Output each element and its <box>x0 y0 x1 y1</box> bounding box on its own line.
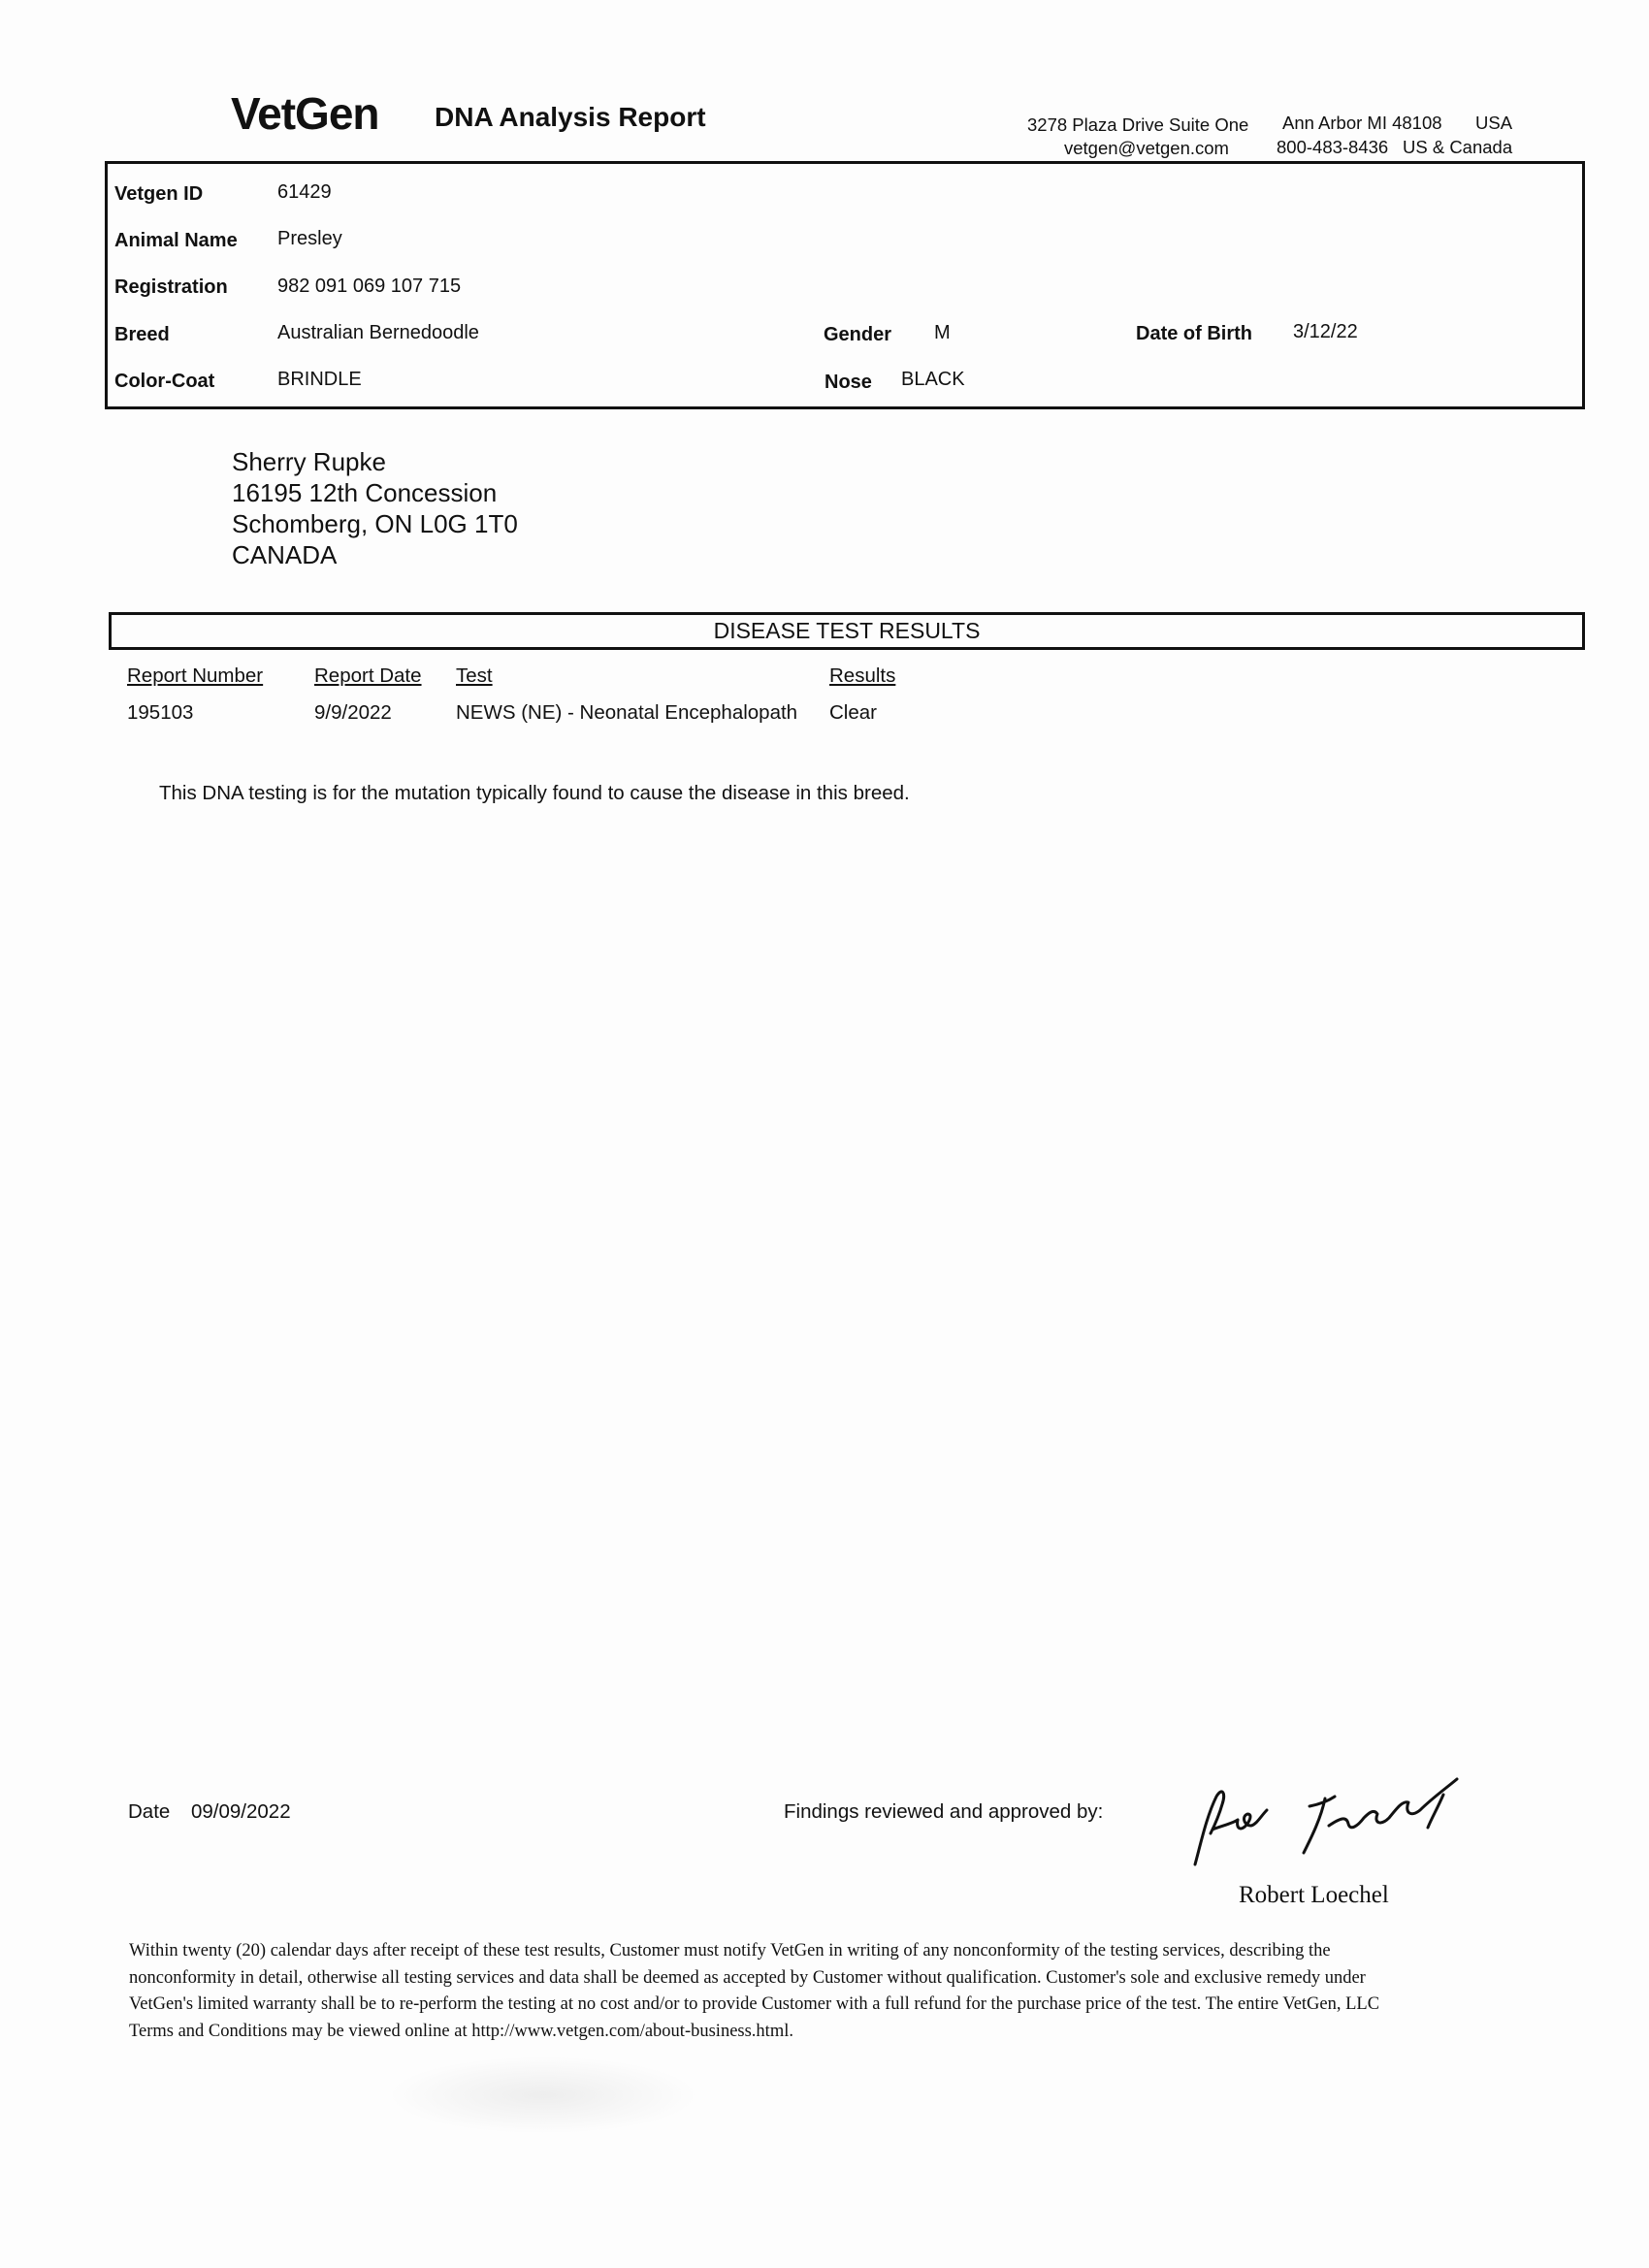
color-coat-label: Color-Coat <box>114 371 215 392</box>
breed-value: Australian Bernedoodle <box>277 322 479 343</box>
owner-address-line2: Schomberg, ON L0G 1T0 <box>232 509 518 538</box>
owner-name: Sherry Rupke <box>232 447 386 476</box>
gender-label: Gender <box>824 324 892 345</box>
dob-value: 3/12/22 <box>1293 321 1358 342</box>
owner-country: CANADA <box>232 540 338 569</box>
report-title: DNA Analysis Report <box>435 102 706 132</box>
dob-label: Date of Birth <box>1136 323 1252 344</box>
signature-image <box>1183 1775 1474 1877</box>
cell-report-date: 9/9/2022 <box>314 701 392 724</box>
gender-value: M <box>934 322 951 343</box>
animal-name-label: Animal Name <box>114 230 238 251</box>
legal-disclaimer: Within twenty (20) calendar days after receipt of these test results, Customer must notify VetGen in writing of any nonconformity of the testing services, describing the nonconformity in detail, otherwise all testing services and data shall be deemed as accepted by Customer without qualification. Customer's sole and exclusive remedy under VetGen's limited warranty shall be to re-perform the testing at no cost and/or to provide Customer with a full refund for the purchase price of the test. The entire VetGen, LLC Terms and Conditions may be viewed online at http://www.vetgen.com/about-business.html. <box>129 1941 1380 2041</box>
lab-phone-region: US & Canada <box>1403 137 1513 157</box>
col-header-report-number: Report Number <box>127 664 264 687</box>
results-section-title: DISEASE TEST RESULTS <box>109 612 1585 650</box>
registration-label: Registration <box>114 276 228 298</box>
testing-note: This DNA testing is for the mutation typically found to cause the disease in this breed. <box>159 782 910 804</box>
lab-email: vetgen@vetgen.com <box>1064 138 1229 158</box>
cell-result: Clear <box>829 701 877 724</box>
lab-street: 3278 Plaza Drive Suite One <box>1027 114 1249 135</box>
lab-country: USA <box>1475 113 1513 133</box>
color-coat-value: BRINDLE <box>277 369 362 390</box>
nose-label: Nose <box>824 372 872 393</box>
cell-report-number: 195103 <box>127 701 194 724</box>
col-header-report-date: Report Date <box>314 664 422 687</box>
approved-by-label: Findings reviewed and approved by: <box>784 1800 1104 1823</box>
vetgen-id-label: Vetgen ID <box>114 183 204 205</box>
signer-name: Robert Loechel <box>1239 1882 1389 1908</box>
date-value: 09/09/2022 <box>191 1800 291 1823</box>
vetgen-id-value: 61429 <box>277 181 332 203</box>
col-header-results: Results <box>829 664 896 687</box>
registration-value: 982 091 069 107 715 <box>277 275 462 297</box>
scan-smudge <box>388 2057 698 2134</box>
col-header-test: Test <box>456 664 493 687</box>
brand-logo-text: VetGen <box>231 88 379 139</box>
lab-phone: 800-483-8436 <box>1277 137 1389 157</box>
lab-city: Ann Arbor MI 48108 <box>1282 113 1442 133</box>
nose-value: BLACK <box>901 369 965 390</box>
owner-address-line1: 16195 12th Concession <box>232 478 498 507</box>
animal-name-value: Presley <box>277 228 342 249</box>
cell-test-name: NEWS (NE) - Neonatal Encephalopath <box>456 701 798 724</box>
breed-label: Breed <box>114 324 170 345</box>
date-label: Date <box>128 1800 171 1823</box>
